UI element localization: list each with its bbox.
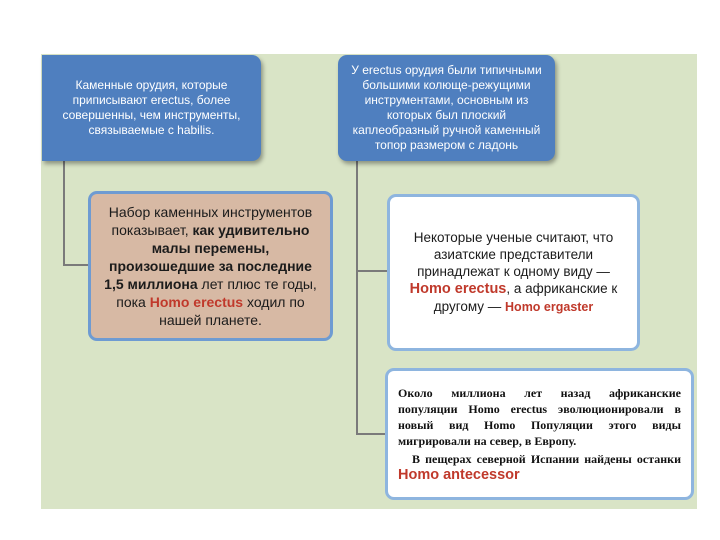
paragraph-spain-caves (398, 451, 681, 483)
box-stone-tools-erectus (42, 55, 261, 161)
connector-right-branch-2 (356, 433, 387, 435)
text-segment-bold: как удивительно малы перемены, произошедшие за последние 1,5 миллиона (104, 222, 312, 292)
box-asian-african-species-text (402, 229, 625, 316)
text-segment-bold: В пещерах северной Испании найдены останки (412, 452, 681, 466)
species-name-homo-ergaster: Homo ergaster (505, 300, 594, 314)
box-tool-set-changes-text (101, 203, 320, 329)
connector-right-branch-1 (356, 270, 389, 272)
box-tool-set-changes (88, 191, 333, 341)
connector-left-horizontal (63, 264, 90, 266)
text-segment: , а африканские к другому — (433, 281, 618, 314)
box-erectus-hand-axe (338, 55, 555, 161)
text-segment: лет плюс те годы, пока (116, 276, 317, 310)
species-name-homo-erectus: Homo erectus (409, 281, 507, 297)
connector-right-vertical (356, 161, 358, 435)
box-asian-african-species (387, 194, 640, 351)
box-african-populations-migration (385, 368, 694, 500)
box-erectus-hand-axe-text: У erectus орудия были типичными большими колюще-режущими инструментами, основным из которых был плоский каплеобразный ручной каменный топор размером с ладонь (351, 63, 542, 152)
species-name-homo-erectus: Homo erectus (149, 294, 244, 310)
paragraph-migration: Около миллиона лет назад африканские популяции Homo erectus эволюционировали в новый вид Homo Популяции этого виды мигрировали на север, в Европу. (398, 386, 681, 448)
text-segment: Набор каменных инструментов показывает, (108, 204, 313, 238)
text-segment: ходил по нашей планете. (159, 294, 305, 328)
box-stone-tools-erectus-text: Каменные орудия, которые приписывают erectus, более совершенны, чем инструменты, связываемые с habilis. (62, 78, 241, 137)
connector-left-vertical (63, 161, 65, 266)
species-name-homo-antecessor: Homo antecessor (398, 467, 520, 483)
text-segment: Некоторые ученые считают, что азиатские представители принадлежат к одному виду — (413, 230, 614, 279)
